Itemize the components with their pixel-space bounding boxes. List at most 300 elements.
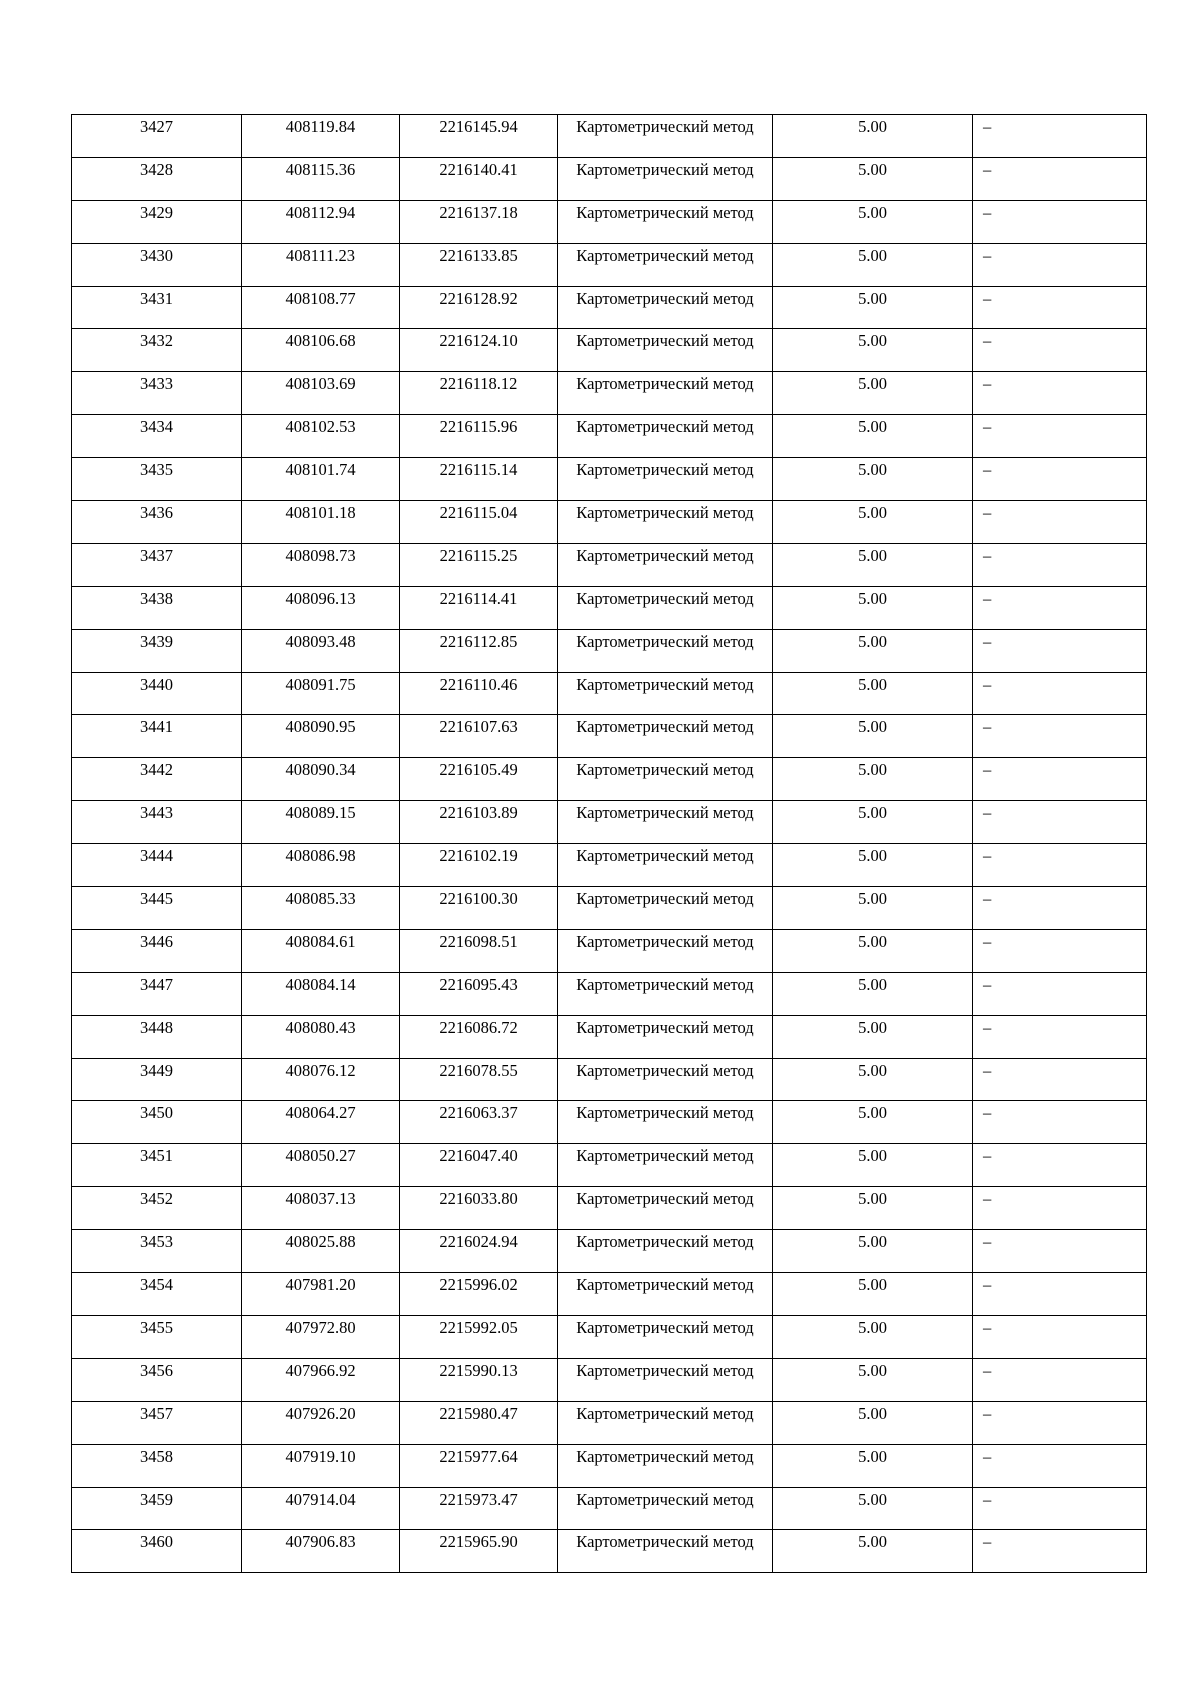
precision-cell <box>773 672 973 715</box>
x-coordinate-cell <box>242 1487 400 1530</box>
precision-cell <box>773 1401 973 1444</box>
table-row <box>72 887 1147 930</box>
point-number-cell <box>72 1144 242 1187</box>
note-cell <box>973 1273 1147 1316</box>
precision-cell <box>773 543 973 586</box>
note-cell-text: – <box>983 117 992 136</box>
y-coordinate-cell <box>400 1144 558 1187</box>
x-coordinate-cell <box>242 501 400 544</box>
point-number-cell <box>72 1444 242 1487</box>
method-cell <box>558 243 773 286</box>
table-row <box>72 801 1147 844</box>
point-number-cell-text: 3452 <box>140 1189 173 1209</box>
note-cell <box>973 200 1147 243</box>
point-number-cell-text: 3445 <box>140 889 173 909</box>
y-coordinate-cell-text: 2216086.72 <box>439 1017 518 1037</box>
method-cell <box>558 1058 773 1101</box>
method-cell <box>558 801 773 844</box>
precision-cell-text: 5.00 <box>858 1146 887 1166</box>
point-number-cell-text: 3434 <box>140 417 173 437</box>
note-cell-text: – <box>983 460 992 480</box>
precision-cell-text: 5.00 <box>858 245 887 265</box>
note-cell-text: – <box>983 1017 992 1037</box>
x-coordinate-cell-text: 408089.15 <box>285 803 356 823</box>
method-cell-text: Картометрический метод <box>576 460 754 480</box>
x-coordinate-cell <box>242 1273 400 1316</box>
point-number-cell <box>72 629 242 672</box>
y-coordinate-cell-text: 2216098.51 <box>439 931 518 951</box>
y-coordinate-cell-text: 2216128.92 <box>439 288 518 308</box>
precision-cell-text: 5.00 <box>858 1532 887 1552</box>
precision-cell <box>773 1101 973 1144</box>
method-cell-text: Картометрический метод <box>576 503 754 523</box>
note-cell-text: – <box>983 803 992 823</box>
x-coordinate-cell <box>242 629 400 672</box>
note-cell <box>973 1058 1147 1101</box>
y-coordinate-cell-text: 2216103.89 <box>439 803 518 823</box>
y-coordinate-cell <box>400 1101 558 1144</box>
method-cell-text: Картометрический метод <box>576 889 754 909</box>
table-row <box>72 1187 1147 1230</box>
y-coordinate-cell-text: 2216115.14 <box>439 460 518 480</box>
precision-cell <box>773 887 973 930</box>
note-cell <box>973 1101 1147 1144</box>
point-number-cell-text: 3449 <box>140 1060 173 1080</box>
y-coordinate-cell-text: 2215980.47 <box>439 1403 518 1423</box>
point-number-cell <box>72 1401 242 1444</box>
note-cell <box>973 1230 1147 1273</box>
method-cell <box>558 372 773 415</box>
note-cell <box>973 157 1147 200</box>
y-coordinate-cell-text: 2216063.37 <box>439 1103 518 1123</box>
x-coordinate-cell-text: 408037.13 <box>285 1189 356 1209</box>
method-cell <box>558 1401 773 1444</box>
y-coordinate-cell-text: 2216033.80 <box>439 1189 518 1209</box>
x-coordinate-cell-text: 408119.84 <box>285 117 356 136</box>
point-number-cell-text: 3456 <box>140 1360 173 1380</box>
point-number-cell <box>72 415 242 458</box>
x-coordinate-cell <box>242 372 400 415</box>
note-cell-text: – <box>983 674 992 694</box>
y-coordinate-cell <box>400 1273 558 1316</box>
note-cell-text: – <box>983 1232 992 1252</box>
method-cell <box>558 972 773 1015</box>
table-row <box>72 1230 1147 1273</box>
point-number-cell-text: 3458 <box>140 1446 173 1466</box>
note-cell-text: – <box>983 1360 992 1380</box>
x-coordinate-cell <box>242 844 400 887</box>
method-cell-text: Картометрический метод <box>576 1189 754 1209</box>
y-coordinate-cell-text: 2216095.43 <box>439 974 518 994</box>
precision-cell <box>773 1530 973 1573</box>
method-cell <box>558 715 773 758</box>
y-coordinate-cell-text: 2216115.96 <box>439 417 518 437</box>
x-coordinate-cell <box>242 1315 400 1358</box>
precision-cell <box>773 758 973 801</box>
y-coordinate-cell <box>400 586 558 629</box>
x-coordinate-cell-text: 407981.20 <box>285 1275 356 1295</box>
y-coordinate-cell <box>400 458 558 501</box>
point-number-cell <box>72 672 242 715</box>
note-cell <box>973 715 1147 758</box>
point-number-cell-text: 3442 <box>140 760 173 780</box>
method-cell <box>558 1273 773 1316</box>
point-number-cell-text: 3451 <box>140 1146 173 1166</box>
method-cell-text: Картометрический метод <box>576 631 754 651</box>
note-cell <box>973 1144 1147 1187</box>
x-coordinate-cell <box>242 758 400 801</box>
method-cell-text: Картометрический метод <box>576 417 754 437</box>
method-cell <box>558 543 773 586</box>
y-coordinate-cell-text: 2216115.25 <box>439 545 518 565</box>
method-cell <box>558 1487 773 1530</box>
x-coordinate-cell-text: 407972.80 <box>285 1317 356 1337</box>
note-cell-text: – <box>983 1060 992 1080</box>
point-number-cell <box>72 758 242 801</box>
y-coordinate-cell <box>400 200 558 243</box>
x-coordinate-cell <box>242 543 400 586</box>
table-row <box>72 157 1147 200</box>
y-coordinate-cell <box>400 1187 558 1230</box>
table-row <box>72 1487 1147 1530</box>
precision-cell-text: 5.00 <box>858 674 887 694</box>
method-cell <box>558 200 773 243</box>
method-cell-text: Картометрический метод <box>576 1103 754 1123</box>
precision-cell-text: 5.00 <box>858 889 887 909</box>
y-coordinate-cell-text: 2216024.94 <box>439 1232 518 1252</box>
y-coordinate-cell-text: 2216112.85 <box>439 631 518 651</box>
point-number-cell <box>72 286 242 329</box>
table-row <box>72 586 1147 629</box>
table-row <box>72 329 1147 372</box>
table-row <box>72 243 1147 286</box>
table-row <box>72 115 1147 158</box>
method-cell-text: Картометрический метод <box>576 803 754 823</box>
precision-cell-text: 5.00 <box>858 931 887 951</box>
point-number-cell-text: 3448 <box>140 1017 173 1037</box>
precision-cell-text: 5.00 <box>858 588 887 608</box>
y-coordinate-cell-text: 2216047.40 <box>439 1146 518 1166</box>
method-cell <box>558 672 773 715</box>
x-coordinate-cell <box>242 1101 400 1144</box>
point-number-cell-text: 3437 <box>140 545 173 565</box>
x-coordinate-cell-text: 408115.36 <box>285 159 356 179</box>
method-cell-text: Картометрический метод <box>576 1275 754 1295</box>
note-cell-text: – <box>983 931 992 951</box>
precision-cell <box>773 415 973 458</box>
method-cell <box>558 458 773 501</box>
point-number-cell <box>72 501 242 544</box>
method-cell <box>558 415 773 458</box>
point-number-cell <box>72 1273 242 1316</box>
point-number-cell-text: 3430 <box>140 245 173 265</box>
note-cell <box>973 844 1147 887</box>
y-coordinate-cell <box>400 715 558 758</box>
precision-cell <box>773 1315 973 1358</box>
precision-cell <box>773 801 973 844</box>
x-coordinate-cell <box>242 1401 400 1444</box>
method-cell <box>558 1530 773 1573</box>
method-cell <box>558 501 773 544</box>
method-cell-text: Картометрический метод <box>576 1017 754 1037</box>
note-cell-text: – <box>983 503 992 523</box>
point-number-cell-text: 3428 <box>140 159 173 179</box>
x-coordinate-cell-text: 408091.75 <box>285 674 356 694</box>
precision-cell <box>773 157 973 200</box>
note-cell <box>973 329 1147 372</box>
note-cell-text: – <box>983 159 992 179</box>
method-cell <box>558 329 773 372</box>
precision-cell-text: 5.00 <box>858 117 887 136</box>
x-coordinate-cell <box>242 1444 400 1487</box>
x-coordinate-cell-text: 408103.69 <box>285 374 356 394</box>
x-coordinate-cell <box>242 1144 400 1187</box>
note-cell-text: – <box>983 1317 992 1337</box>
table-row <box>72 929 1147 972</box>
x-coordinate-cell <box>242 415 400 458</box>
note-cell-text: – <box>983 1146 992 1166</box>
note-cell-text: – <box>983 374 992 394</box>
point-number-cell-text: 3439 <box>140 631 173 651</box>
method-cell <box>558 286 773 329</box>
precision-cell-text: 5.00 <box>858 417 887 437</box>
y-coordinate-cell <box>400 929 558 972</box>
y-coordinate-cell <box>400 543 558 586</box>
note-cell <box>973 801 1147 844</box>
y-coordinate-cell <box>400 329 558 372</box>
precision-cell-text: 5.00 <box>858 1403 887 1423</box>
x-coordinate-cell-text: 408102.53 <box>285 417 356 437</box>
x-coordinate-cell-text: 407906.83 <box>285 1532 356 1552</box>
table-row <box>72 1358 1147 1401</box>
note-cell-text: – <box>983 1103 992 1123</box>
x-coordinate-cell-text: 408112.94 <box>285 202 356 222</box>
x-coordinate-cell-text: 408101.74 <box>285 460 356 480</box>
y-coordinate-cell <box>400 629 558 672</box>
y-coordinate-cell-text: 2216133.85 <box>439 245 518 265</box>
note-cell <box>973 543 1147 586</box>
x-coordinate-cell <box>242 200 400 243</box>
x-coordinate-cell-text: 408101.18 <box>285 503 356 523</box>
y-coordinate-cell-text: 2215992.05 <box>439 1317 518 1337</box>
precision-cell <box>773 629 973 672</box>
precision-cell-text: 5.00 <box>858 1060 887 1080</box>
note-cell-text: – <box>983 1275 992 1295</box>
note-cell <box>973 972 1147 1015</box>
note-cell-text: – <box>983 1403 992 1423</box>
x-coordinate-cell <box>242 887 400 930</box>
point-number-cell-text: 3441 <box>140 717 173 737</box>
y-coordinate-cell <box>400 758 558 801</box>
point-number-cell <box>72 1187 242 1230</box>
note-cell <box>973 887 1147 930</box>
table-row <box>72 672 1147 715</box>
table-row <box>72 1530 1147 1573</box>
precision-cell-text: 5.00 <box>858 717 887 737</box>
x-coordinate-cell-text: 408090.34 <box>285 760 356 780</box>
x-coordinate-cell <box>242 1230 400 1273</box>
table-row <box>72 1015 1147 1058</box>
point-number-cell <box>72 972 242 1015</box>
point-number-cell-text: 3455 <box>140 1317 173 1337</box>
precision-cell-text: 5.00 <box>858 974 887 994</box>
note-cell <box>973 243 1147 286</box>
note-cell-text: – <box>983 545 992 565</box>
precision-cell-text: 5.00 <box>858 1103 887 1123</box>
point-number-cell <box>72 458 242 501</box>
x-coordinate-cell-text: 408086.98 <box>285 846 356 866</box>
x-coordinate-cell-text: 408080.43 <box>285 1017 356 1037</box>
precision-cell <box>773 715 973 758</box>
method-cell-text: Картометрический метод <box>576 1146 754 1166</box>
y-coordinate-cell <box>400 801 558 844</box>
y-coordinate-cell-text: 2215977.64 <box>439 1446 518 1466</box>
y-coordinate-cell <box>400 1058 558 1101</box>
table-row <box>72 1444 1147 1487</box>
y-coordinate-cell-text: 2216118.12 <box>439 374 518 394</box>
note-cell-text: – <box>983 846 992 866</box>
method-cell <box>558 929 773 972</box>
note-cell-text: – <box>983 760 992 780</box>
note-cell <box>973 415 1147 458</box>
point-number-cell-text: 3443 <box>140 803 173 823</box>
method-cell-text: Картометрический метод <box>576 1489 754 1509</box>
y-coordinate-cell-text: 2216124.10 <box>439 331 518 351</box>
x-coordinate-cell <box>242 1015 400 1058</box>
y-coordinate-cell-text: 2215965.90 <box>439 1532 518 1552</box>
precision-cell <box>773 844 973 887</box>
method-cell-text: Картометрический метод <box>576 717 754 737</box>
point-number-cell-text: 3436 <box>140 503 173 523</box>
y-coordinate-cell-text: 2216145.94 <box>439 117 518 136</box>
precision-cell-text: 5.00 <box>858 846 887 866</box>
note-cell-text: – <box>983 1446 992 1466</box>
precision-cell <box>773 1230 973 1273</box>
x-coordinate-cell <box>242 1187 400 1230</box>
method-cell-text: Картометрический метод <box>576 117 754 136</box>
precision-cell-text: 5.00 <box>858 202 887 222</box>
point-number-cell-text: 3446 <box>140 931 173 951</box>
method-cell <box>558 1444 773 1487</box>
table-row <box>72 458 1147 501</box>
point-number-cell <box>72 1530 242 1573</box>
x-coordinate-cell-text: 408090.95 <box>285 717 356 737</box>
y-coordinate-cell <box>400 1487 558 1530</box>
point-number-cell-text: 3427 <box>140 117 173 136</box>
point-number-cell-text: 3432 <box>140 331 173 351</box>
table-row <box>72 715 1147 758</box>
point-number-cell <box>72 372 242 415</box>
y-coordinate-cell-text: 2216102.19 <box>439 846 518 866</box>
method-cell <box>558 1230 773 1273</box>
note-cell-text: – <box>983 1489 992 1509</box>
x-coordinate-cell-text: 408064.27 <box>285 1103 356 1123</box>
note-cell-text: – <box>983 202 992 222</box>
precision-cell-text: 5.00 <box>858 503 887 523</box>
y-coordinate-cell-text: 2216107.63 <box>439 717 518 737</box>
table-row <box>72 1273 1147 1316</box>
precision-cell <box>773 972 973 1015</box>
precision-cell-text: 5.00 <box>858 760 887 780</box>
x-coordinate-cell <box>242 672 400 715</box>
precision-cell <box>773 1358 973 1401</box>
coordinates-table <box>71 114 1147 1573</box>
note-cell <box>973 1401 1147 1444</box>
precision-cell-text: 5.00 <box>858 1017 887 1037</box>
method-cell <box>558 1358 773 1401</box>
x-coordinate-cell-text: 408025.88 <box>285 1232 356 1252</box>
precision-cell <box>773 115 973 158</box>
method-cell <box>558 1315 773 1358</box>
table-row <box>72 1401 1147 1444</box>
y-coordinate-cell <box>400 1358 558 1401</box>
precision-cell <box>773 200 973 243</box>
method-cell-text: Картометрический метод <box>576 1446 754 1466</box>
note-cell <box>973 115 1147 158</box>
table-row <box>72 501 1147 544</box>
point-number-cell <box>72 887 242 930</box>
point-number-cell <box>72 1487 242 1530</box>
x-coordinate-cell-text: 408084.14 <box>285 974 356 994</box>
precision-cell-text: 5.00 <box>858 1360 887 1380</box>
y-coordinate-cell-text: 2216114.41 <box>439 588 518 608</box>
note-cell <box>973 1315 1147 1358</box>
note-cell <box>973 1358 1147 1401</box>
x-coordinate-cell-text: 407919.10 <box>285 1446 356 1466</box>
point-number-cell-text: 3444 <box>140 846 173 866</box>
x-coordinate-cell <box>242 1058 400 1101</box>
x-coordinate-cell <box>242 286 400 329</box>
method-cell-text: Картометрический метод <box>576 374 754 394</box>
point-number-cell-text: 3453 <box>140 1232 173 1252</box>
point-number-cell-text: 3457 <box>140 1403 173 1423</box>
note-cell <box>973 458 1147 501</box>
table-row <box>72 286 1147 329</box>
point-number-cell-text: 3435 <box>140 460 173 480</box>
x-coordinate-cell-text: 408084.61 <box>285 931 356 951</box>
precision-cell-text: 5.00 <box>858 1446 887 1466</box>
y-coordinate-cell <box>400 286 558 329</box>
x-coordinate-cell <box>242 801 400 844</box>
table-row <box>72 972 1147 1015</box>
precision-cell <box>773 286 973 329</box>
method-cell-text: Картометрический метод <box>576 588 754 608</box>
precision-cell-text: 5.00 <box>858 288 887 308</box>
y-coordinate-cell <box>400 1015 558 1058</box>
method-cell <box>558 844 773 887</box>
x-coordinate-cell-text: 408106.68 <box>285 331 356 351</box>
table-row <box>72 1101 1147 1144</box>
method-cell-text: Картометрический метод <box>576 760 754 780</box>
x-coordinate-cell <box>242 458 400 501</box>
precision-cell <box>773 1058 973 1101</box>
y-coordinate-cell-text: 2216105.49 <box>439 760 518 780</box>
note-cell <box>973 1015 1147 1058</box>
method-cell-text: Картометрический метод <box>576 1317 754 1337</box>
method-cell-text: Картометрический метод <box>576 1232 754 1252</box>
y-coordinate-cell <box>400 157 558 200</box>
y-coordinate-cell <box>400 972 558 1015</box>
point-number-cell <box>72 157 242 200</box>
point-number-cell <box>72 543 242 586</box>
point-number-cell-text: 3450 <box>140 1103 173 1123</box>
point-number-cell-text: 3459 <box>140 1489 173 1509</box>
x-coordinate-cell <box>242 243 400 286</box>
x-coordinate-cell <box>242 329 400 372</box>
precision-cell-text: 5.00 <box>858 460 887 480</box>
precision-cell-text: 5.00 <box>858 374 887 394</box>
point-number-cell <box>72 243 242 286</box>
